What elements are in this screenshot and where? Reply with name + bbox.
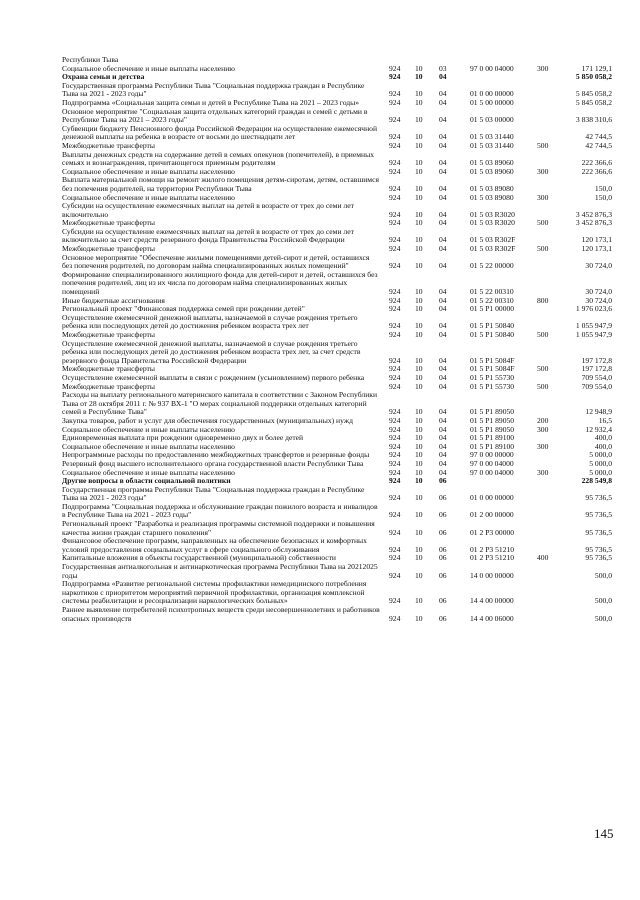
- table-row: [62, 503, 614, 520]
- ministry-code: 924: [389, 544, 401, 554]
- subsection-code: 04: [439, 321, 447, 331]
- table-row: [62, 151, 614, 168]
- row-name: Межбюджетные трансферты: [62, 244, 155, 254]
- subsection-code: 06: [439, 570, 447, 580]
- section-code: 10: [415, 183, 423, 193]
- target-article-code: 01 5 P1 50840: [470, 330, 515, 339]
- ministry-code: 924: [389, 132, 401, 142]
- target-article-code: 01 5 03 00000: [470, 115, 514, 125]
- row-name: Республики Тыва: [62, 55, 119, 64]
- section-code: 10: [415, 166, 423, 176]
- target-article-code: 01 5 P1 55730: [470, 381, 515, 391]
- ministry-code: 924: [389, 63, 401, 73]
- section-code: 10: [415, 140, 423, 150]
- ministry-code: 924: [389, 372, 401, 382]
- target-article-code: 97 0 00 04000: [470, 458, 514, 468]
- section-code: 10: [415, 441, 423, 451]
- row-name: Субсидии на осуществление ежемесячных выплат на детей в возрасте от трех до семи лет включительно: [62, 201, 354, 219]
- ministry-code: 924: [389, 183, 401, 193]
- amount: 95 736,5: [585, 510, 612, 520]
- target-article-code: 01 5 P1 00000: [470, 304, 515, 314]
- amount: 30 724,0: [585, 261, 612, 271]
- expense-type-code: 500: [537, 364, 549, 374]
- ministry-code: 924: [389, 355, 401, 365]
- ministry-code: 924: [389, 261, 401, 271]
- target-article-code: 97 0 00 04000: [470, 467, 514, 477]
- amount: 500,0: [594, 596, 612, 606]
- target-article-code: 01 5 03 31440: [470, 140, 514, 150]
- ministry-code: 924: [389, 476, 401, 486]
- page-number: 145: [594, 826, 614, 841]
- subsection-code: 04: [439, 458, 447, 468]
- row-name: Региональный проект "Финансовая поддержка семей при рождении детей": [62, 304, 305, 314]
- target-article-code: 01 2 P3 00000: [470, 527, 515, 537]
- subsection-code: 06: [439, 510, 447, 520]
- target-article-code: 01 0 00 00000: [470, 493, 514, 503]
- amount: 95 736,5: [585, 493, 612, 503]
- amount: 42 744,5: [585, 140, 612, 150]
- expense-type-code: 500: [537, 244, 549, 254]
- ministry-code: 924: [389, 330, 401, 339]
- table-row: [62, 108, 614, 125]
- ministry-code: 924: [389, 287, 401, 297]
- section-code: 10: [415, 553, 423, 563]
- table-row: [62, 125, 614, 142]
- subsection-code: 04: [439, 192, 447, 202]
- ministry-code: 924: [389, 209, 401, 219]
- ministry-code: 924: [389, 596, 401, 606]
- amount: 95 736,5: [585, 527, 612, 537]
- subsection-code: 04: [439, 355, 447, 365]
- section-code: 10: [415, 192, 423, 202]
- amount: 12 948,9: [585, 407, 612, 417]
- amount: 95 736,5: [585, 553, 612, 563]
- ministry-code: 924: [389, 415, 401, 425]
- target-article-code: 01 2 P3 51210: [470, 544, 515, 554]
- section-code: 10: [415, 544, 423, 554]
- amount: 120 173,1: [581, 235, 612, 245]
- ministry-code: 924: [389, 381, 401, 391]
- ministry-code: 924: [389, 89, 401, 99]
- amount: 222 366,6: [581, 166, 612, 176]
- ministry-code: 924: [389, 72, 401, 82]
- target-article-code: 01 5 P1 89050: [470, 424, 515, 434]
- subsection-code: 04: [439, 433, 447, 443]
- table-row: [62, 254, 614, 271]
- expense-type-code: 300: [537, 424, 549, 434]
- amount: 5 850 058,2: [575, 72, 612, 82]
- table-row: [62, 176, 614, 193]
- row-name: Выплата материальной помощи на ремонт жилого помещения детям-сиротам, детям, оставшимся без попечения родителей, на территории Республики Тыва: [62, 175, 379, 193]
- ministry-code: 924: [389, 493, 401, 503]
- row-name: Охрана семьи и детства: [62, 72, 145, 82]
- expense-type-code: 800: [537, 295, 549, 305]
- subsection-code: 06: [439, 553, 447, 563]
- row-name: Непрограммные расходы по предоставлению межбюджетных трансфертов и резервные фонды: [62, 450, 370, 460]
- table-row: [62, 520, 614, 537]
- expense-type-code: 500: [537, 381, 549, 391]
- expense-type-code: 300: [537, 192, 549, 202]
- subsection-code: 06: [439, 596, 447, 606]
- target-article-code: 01 5 P1 5084F: [470, 364, 515, 374]
- section-code: 10: [415, 613, 423, 623]
- ministry-code: 924: [389, 458, 401, 468]
- section-code: 10: [415, 355, 423, 365]
- row-name: Социальное обеспечение и иные выплаты населению: [62, 441, 235, 451]
- amount: 400,0: [594, 433, 612, 443]
- ministry-code: 924: [389, 424, 401, 434]
- target-article-code: 01 2 00 00000: [470, 510, 514, 520]
- section-code: 10: [415, 287, 423, 297]
- target-article-code: 14 4 00 00000: [470, 596, 514, 606]
- amount: 5 845 058,2: [575, 89, 612, 99]
- subsection-code: 04: [439, 407, 447, 417]
- subsection-code: 04: [439, 72, 447, 82]
- table-row: [62, 606, 614, 623]
- table-row: [62, 391, 614, 417]
- section-code: 10: [415, 72, 423, 82]
- table-row: [62, 537, 614, 554]
- section-code: 10: [415, 209, 423, 219]
- amount: 30 724,0: [585, 287, 612, 297]
- ministry-code: 924: [389, 218, 401, 228]
- table-row: [62, 580, 614, 606]
- subsection-code: 04: [439, 467, 447, 477]
- subsection-code: 06: [439, 493, 447, 503]
- section-code: 10: [415, 132, 423, 142]
- ministry-code: 924: [389, 613, 401, 623]
- row-name: Капитальные вложения в объекты государственной (муниципальной) собственности: [62, 553, 336, 563]
- amount: 3 452 876,3: [575, 209, 612, 219]
- expense-type-code: 400: [537, 553, 549, 563]
- subsection-code: 04: [439, 89, 447, 99]
- row-name: Единовременная выплата при рождении одновременно двух и более детей: [62, 433, 304, 443]
- ministry-code: 924: [389, 140, 401, 150]
- subsection-code: 04: [439, 166, 447, 176]
- amount: 171 129,1: [581, 63, 612, 73]
- section-code: 10: [415, 372, 423, 382]
- section-code: 10: [415, 218, 423, 228]
- amount: 5 000,0: [589, 450, 612, 460]
- subsection-code: 04: [439, 304, 447, 314]
- amount: 228 549,8: [581, 476, 612, 486]
- amount: 5 000,0: [589, 467, 612, 477]
- amount: 400,0: [594, 441, 612, 451]
- section-code: 10: [415, 570, 423, 580]
- table-row: [62, 340, 614, 366]
- ministry-code: 924: [389, 97, 401, 107]
- amount: 5 000,0: [589, 458, 612, 468]
- amount: 12 932,4: [585, 424, 612, 434]
- table-row: [62, 65, 614, 74]
- amount: 500,0: [594, 570, 612, 580]
- ministry-code: 924: [389, 510, 401, 520]
- table-row: [62, 563, 614, 580]
- table-row: [62, 314, 614, 331]
- ministry-code: 924: [389, 192, 401, 202]
- amount: 30 724,0: [585, 295, 612, 305]
- ministry-code: 924: [389, 364, 401, 374]
- subsection-code: 04: [439, 140, 447, 150]
- target-article-code: 01 5 22 00000: [470, 261, 514, 271]
- target-article-code: 01 5 03 R302F: [470, 235, 516, 245]
- row-name: Межбюджетные трансферты: [62, 330, 155, 339]
- section-code: 10: [415, 476, 423, 486]
- row-name: Государственная программа Республики Тыва "Социальная поддержка граждан в Республике Тыва на 2021 - 2023 годы": [62, 80, 365, 99]
- section-code: 10: [415, 89, 423, 99]
- row-name: Финансовое обеспечение программ, направленных на обеспечение безопасных и комфортных условий предоставления социальных услуг в сфере социального обслуживания: [62, 536, 367, 554]
- subsection-code: 04: [439, 235, 447, 245]
- row-name: Социальное обеспечение и иные выплаты населению: [62, 192, 235, 202]
- target-article-code: 01 5 P1 89050: [470, 407, 515, 417]
- subsection-code: 04: [439, 330, 447, 339]
- amount: 150,0: [594, 192, 612, 202]
- subsection-code: 03: [439, 63, 447, 73]
- target-article-code: 01 5 P1 50840: [470, 321, 515, 331]
- ministry-code: 924: [389, 527, 401, 537]
- subsection-code: 06: [439, 527, 447, 537]
- expense-type-code: 500: [537, 330, 549, 339]
- row-name: Осуществление ежемесячной денежной выплаты, назначаемой в случае рождения третьего ребенка или последующих детей до достижения ребенком возраста трех лет, за счет средств резервного фонда Правительства Российской Федерации: [62, 338, 361, 365]
- section-code: 10: [415, 596, 423, 606]
- target-article-code: 01 5 03 31440: [470, 132, 514, 142]
- section-code: 10: [415, 244, 423, 254]
- expense-type-code: 300: [537, 467, 549, 477]
- target-article-code: 01 5 22 00310: [470, 295, 514, 305]
- table-row: [62, 202, 614, 219]
- row-name: Государственная антиалкогольная и антинаркотическая программа Республики Тыва на 20212025 годы: [62, 562, 378, 580]
- section-code: 10: [415, 467, 423, 477]
- row-name: Региональный проект "Разработка и реализация программы системной поддержки и повышения качества жизни граждан старшего поколения": [62, 519, 375, 537]
- target-article-code: 01 5 00 00000: [470, 97, 514, 107]
- section-code: 10: [415, 415, 423, 425]
- amount: 3 452 876,3: [575, 218, 612, 228]
- section-code: 10: [415, 321, 423, 331]
- amount: 197 172,8: [581, 355, 612, 365]
- target-article-code: 01 5 P1 89050: [470, 415, 515, 425]
- section-code: 10: [415, 407, 423, 417]
- subsection-code: 04: [439, 115, 447, 125]
- subsection-code: 04: [439, 295, 447, 305]
- section-code: 10: [415, 97, 423, 107]
- subsection-code: 04: [439, 261, 447, 271]
- section-code: 10: [415, 510, 423, 520]
- row-name: Социальное обеспечение и иные выплаты населению: [62, 467, 235, 477]
- row-name: Осуществление ежемесячной выплаты в связи с рождением (усыновлением) первого ребенка: [62, 372, 365, 382]
- ministry-code: 924: [389, 235, 401, 245]
- target-article-code: 14 0 00 00000: [470, 570, 514, 580]
- expense-type-code: 500: [537, 218, 549, 228]
- target-article-code: 01 0 00 00000: [470, 89, 514, 99]
- amount: 5 845 058,2: [575, 97, 612, 107]
- ministry-code: 924: [389, 158, 401, 168]
- subsection-code: 04: [439, 364, 447, 374]
- row-name: Подпрограмма "Социальная поддержка и обслуживание граждан пожилого возраста и инвалидов в Республике Тыва на 2021 - 2023 годы": [62, 501, 378, 520]
- amount: 1 976 023,6: [575, 304, 612, 314]
- expense-type-code: 300: [537, 441, 549, 451]
- row-name: Подпрограмма «Развитие региональной системы профилактики немедицинского потребления наркотиков с приоритетом мероприятий первичной профилактики, организация комплексной системы реабилитации и ресоциализации наркологических больных»: [62, 579, 367, 606]
- target-article-code: 97 0 00 00000: [470, 450, 514, 460]
- target-article-code: 01 2 P3 51210: [470, 553, 515, 563]
- section-code: 10: [415, 158, 423, 168]
- row-name: Иные бюджетные ассигнования: [62, 295, 165, 305]
- subsection-code: 04: [439, 218, 447, 228]
- row-name: Выплаты денежных средств на содержание детей в семьях опекунов (попечителей), в приемных семьях и вознаграждения, причитающегося приемным родителям: [62, 149, 375, 168]
- row-name: Межбюджетные трансферты: [62, 140, 155, 150]
- amount: 709 554,0: [581, 381, 612, 391]
- row-name: Осуществление ежемесячной денежной выплаты, назначаемой в случае рождения третьего ребенка или последующих детей до достижения ребенком возраста трех лет: [62, 312, 358, 331]
- amount: 1 055 947,9: [575, 330, 612, 339]
- ministry-code: 924: [389, 321, 401, 331]
- subsection-code: 04: [439, 97, 447, 107]
- row-name: Резервный фонд высшего исполнительного органа государственной власти Республики Тыва: [62, 458, 364, 468]
- section-code: 10: [415, 424, 423, 434]
- section-code: 10: [415, 115, 423, 125]
- target-article-code: 01 5 P1 89100: [470, 441, 515, 451]
- amount: 222 366,6: [581, 158, 612, 168]
- row-name: Закупка товаров, работ и услуг для обеспечения государственных (муниципальных) нужд: [62, 415, 353, 425]
- section-code: 10: [415, 458, 423, 468]
- expense-type-code: 300: [537, 63, 549, 73]
- target-article-code: 01 5 P1 5084F: [470, 355, 515, 365]
- row-name: Социальное обеспечение и иные выплаты населению: [62, 166, 235, 176]
- subsection-code: 04: [439, 415, 447, 425]
- ministry-code: 924: [389, 433, 401, 443]
- section-code: 10: [415, 364, 423, 374]
- ministry-code: 924: [389, 467, 401, 477]
- subsection-code: 04: [439, 132, 447, 142]
- expense-type-code: 500: [537, 140, 549, 150]
- amount: 1 055 947,9: [575, 321, 612, 331]
- section-code: 10: [415, 235, 423, 245]
- ministry-code: 924: [389, 115, 401, 125]
- amount: 197 172,8: [581, 364, 612, 374]
- ministry-code: 924: [389, 407, 401, 417]
- table-row: [62, 271, 614, 297]
- ministry-code: 924: [389, 304, 401, 314]
- section-code: 10: [415, 493, 423, 503]
- row-name: Социальное обеспечение и иные выплаты населению: [62, 63, 235, 73]
- ministry-code: 924: [389, 450, 401, 460]
- row-name: Подпрограмма «Социальная защита семьи и детей в Республике Тыва на 2021 – 2023 годы»: [62, 97, 360, 107]
- row-name: Основное мероприятие "Социальная защита отдельных категорий граждан и семей с детьми в Республике Тыва на 2021 – 2023 годы": [62, 106, 368, 125]
- table-row: [62, 82, 614, 99]
- row-name: Основное мероприятие "Обеспечение жилыми помещениями детей-сирот и детей, оставшихся без попечения родителей, по договорам найма специализированных жилых помещений": [62, 252, 370, 271]
- target-article-code: 01 5 03 R3020: [470, 218, 515, 228]
- subsection-code: 04: [439, 287, 447, 297]
- subsection-code: 04: [439, 381, 447, 391]
- target-article-code: 01 5 03 R3020: [470, 209, 515, 219]
- row-name: Субвенции бюджету Пенсионного фонда Российской Федерации на осуществление ежемесячной денежной выплаты на ребенка в возрасте от восьми до шестнадцати лет: [62, 123, 378, 142]
- section-code: 10: [415, 381, 423, 391]
- target-article-code: 01 5 P1 55730: [470, 372, 515, 382]
- row-name: Межбюджетные трансферты: [62, 218, 155, 228]
- row-name: Межбюджетные трансферты: [62, 381, 155, 391]
- amount: 150,0: [594, 183, 612, 193]
- target-article-code: 01 5 03 89080: [470, 192, 514, 202]
- section-code: 10: [415, 304, 423, 314]
- table-row: [62, 486, 614, 503]
- subsection-code: 04: [439, 441, 447, 451]
- section-code: 10: [415, 527, 423, 537]
- subsection-code: 04: [439, 424, 447, 434]
- subsection-code: 04: [439, 244, 447, 254]
- target-article-code: 01 5 03 R302F: [470, 244, 516, 254]
- section-code: 10: [415, 330, 423, 339]
- amount: 16,5: [598, 415, 612, 425]
- subsection-code: 04: [439, 183, 447, 193]
- amount: 120 173,1: [581, 244, 612, 254]
- row-name: Субсидии на осуществление ежемесячных выплат на детей в возрасте от трех до семи лет включительно за счет средств резервного фонда Правительства Российской Федерации: [62, 226, 354, 245]
- row-name: Межбюджетные трансферты: [62, 364, 155, 374]
- ministry-code: 924: [389, 295, 401, 305]
- target-article-code: 97 0 00 04000: [470, 63, 514, 73]
- amount: 500,0: [594, 613, 612, 623]
- amount: 709 554,0: [581, 372, 612, 382]
- subsection-code: 06: [439, 544, 447, 554]
- section-code: 10: [415, 63, 423, 73]
- target-article-code: 01 5 03 89080: [470, 183, 514, 193]
- section-code: 10: [415, 450, 423, 460]
- row-name: Социальное обеспечение и иные выплаты населению: [62, 424, 235, 434]
- subsection-code: 06: [439, 613, 447, 623]
- subsection-code: 06: [439, 476, 447, 486]
- target-article-code: 01 5 22 00310: [470, 287, 514, 297]
- budget-table: [62, 56, 614, 623]
- target-article-code: 01 5 03 89060: [470, 166, 514, 176]
- ministry-code: 924: [389, 244, 401, 254]
- ministry-code: 924: [389, 553, 401, 563]
- section-code: 10: [415, 295, 423, 305]
- expense-type-code: 300: [537, 166, 549, 176]
- subsection-code: 04: [439, 209, 447, 219]
- target-article-code: 01 5 03 89060: [470, 158, 514, 168]
- section-code: 10: [415, 261, 423, 271]
- section-code: 10: [415, 433, 423, 443]
- row-name: Расходы на выплату регионального материнского капитала в соответствии с Законом Республики Тыва от 28 октября 2011 г. № 937 ВХ-1 "О мерах социальной поддержки отдельных категорий семей в Республике Тыва": [62, 390, 378, 417]
- ministry-code: 924: [389, 441, 401, 451]
- row-name: Другие вопросы в области социальной политики: [62, 476, 231, 486]
- amount: 95 736,5: [585, 544, 612, 554]
- target-article-code: 14 4 00 06000: [470, 613, 514, 623]
- amount: 3 838 310,6: [575, 115, 612, 125]
- subsection-code: 04: [439, 372, 447, 382]
- row-name: Формирование специализированного жилищного фонда для детей-сирот и детей, оставшихся без попечения родителей, лиц из их числа по договорам найма специализированных жилых помещений: [62, 269, 378, 297]
- amount: 42 744,5: [585, 132, 612, 142]
- expense-type-code: 200: [537, 415, 549, 425]
- ministry-code: 924: [389, 166, 401, 176]
- ministry-code: 924: [389, 570, 401, 580]
- subsection-code: 04: [439, 450, 447, 460]
- table-row: [62, 228, 614, 245]
- row-name: Раннее выявление потребителей психотропных веществ среди несовершеннолетних и работников опасных производств: [62, 605, 380, 623]
- target-article-code: 01 5 P1 89100: [470, 433, 515, 443]
- subsection-code: 04: [439, 158, 447, 168]
- row-name: Государственная программа Республики Тыва "Социальная поддержка граждан в Республике Тыва на 2021 - 2023 годы": [62, 484, 365, 503]
